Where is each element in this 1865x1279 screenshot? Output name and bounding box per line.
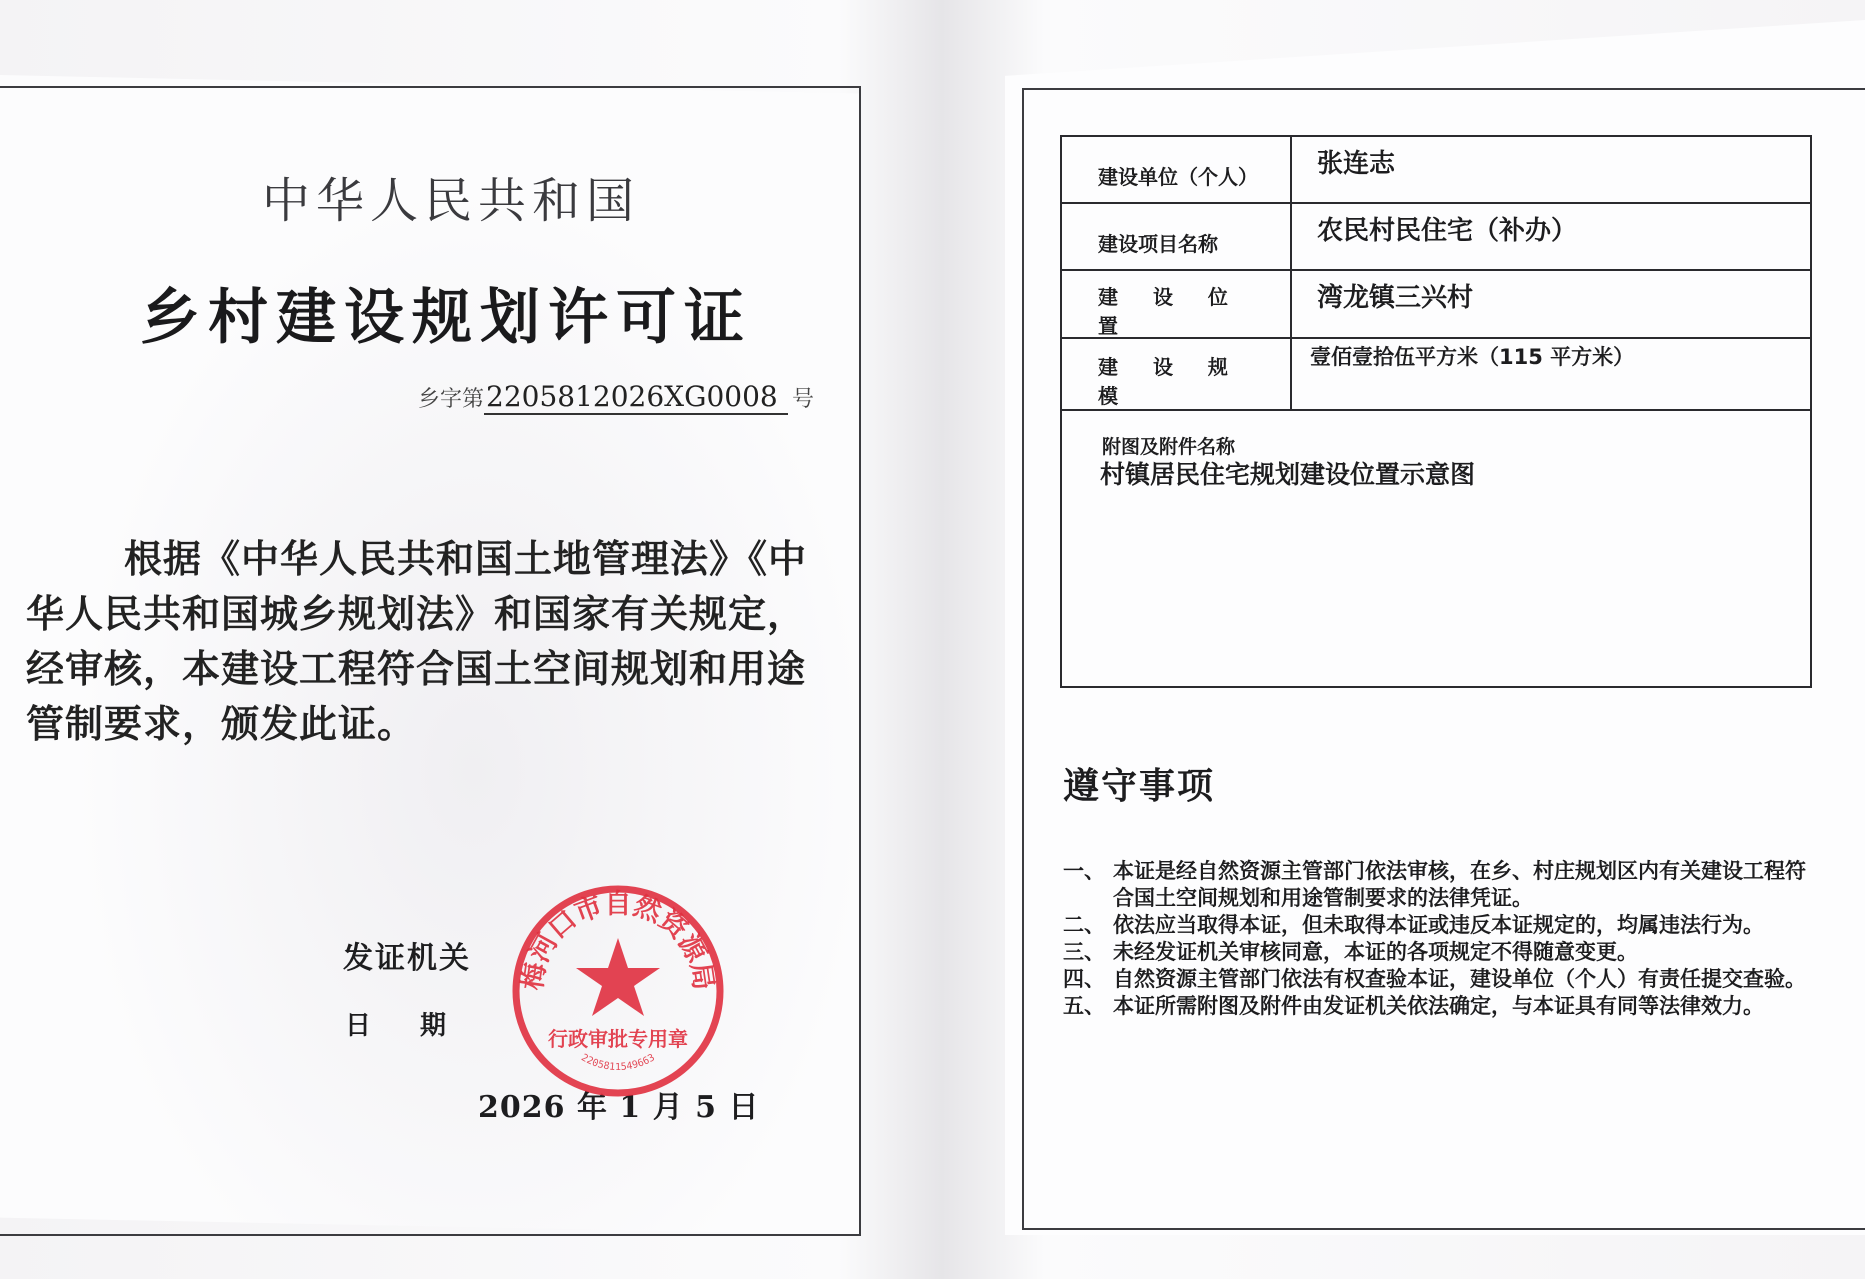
notes-title: 遵守事项 (1063, 766, 1216, 807)
table-row-label: 建设单位（个人） (1062, 137, 1292, 202)
attachments-value: 村镇居民住宅规划建设位置示意图 (1100, 460, 1476, 489)
seal-star-icon (576, 938, 660, 1016)
note-number: 五、 (1063, 994, 1105, 1018)
table-row (1062, 204, 1810, 271)
certificate-number: 2205812026XG0008 (484, 380, 788, 415)
list-item (1063, 993, 1818, 1020)
seal-code: 2205811549663 (579, 1052, 657, 1074)
list-item (1063, 912, 1818, 939)
note-text: 自然资源主管部门依法有权查验本证，建设单位（个人）有责任提交查验。 (1113, 967, 1806, 991)
list-item (1063, 966, 1818, 993)
number-suffix: 号 (792, 387, 815, 412)
seal-bottom-text: 行政审批专用章 (548, 1027, 688, 1051)
note-text: 依法应当取得本证，但未取得本证或违反本证规定的，均属违法行为。 (1113, 913, 1764, 937)
table-row (1062, 137, 1810, 204)
certificate-body-text: 根据《中华人民共和国土地管理法》《中华人民共和国城乡规划法》和国家有关规定，经审核，本建设工程符合国土空间规划和用途管制要求，颁发此证。 (26, 537, 808, 746)
attachments-label: 附图及附件名称 (1102, 436, 1236, 458)
table-row-label: 建设项目名称 (1062, 204, 1292, 269)
note-number: 一、 (1063, 859, 1105, 883)
date-label: 日 期 (345, 1011, 447, 1041)
issue-date: 2026 年 1 月 5 日 (478, 1090, 760, 1125)
note-number: 三、 (1063, 940, 1105, 964)
table-row-value: 湾龙镇三兴村 (1317, 283, 1474, 313)
table-row-value: 农民村民住宅（补办） (1317, 216, 1578, 246)
notes-list (1063, 858, 1818, 1020)
list-item (1063, 939, 1818, 966)
list-item (1063, 858, 1818, 912)
issuer-label: 发证机关 (343, 941, 471, 976)
note-text: 本证是经自然资源主管部门依法审核，在乡、村庄规划区内有关建设工程符合国土空间规划和用途管制要求的法律凭证。 (1113, 859, 1806, 910)
table-row (1062, 339, 1810, 411)
table-row (1062, 271, 1810, 339)
seal-top-text: 梅河口市自然资源局 (517, 888, 719, 993)
table-row-value: 壹佰壹拾伍平方米（115 平方米） (1310, 345, 1635, 369)
certificate-number-row (418, 380, 814, 415)
table-row-label: 建 设 位 置 (1062, 271, 1292, 337)
note-number: 二、 (1063, 913, 1105, 937)
permit-info-table (1060, 135, 1812, 688)
note-text: 未经发证机关审核同意，本证的各项规定不得随意变更。 (1113, 940, 1638, 964)
official-seal-icon (507, 880, 729, 1102)
note-text: 本证所需附图及附件由发证机关依法确定，与本证具有同等法律效力。 (1113, 994, 1764, 1018)
svg-text:2205811549663 (579, 1052, 657, 1073)
country-name: 中华人民共和国 (262, 173, 641, 229)
table-row-value: 张连志 (1317, 149, 1396, 179)
certificate-title: 乡村建设规划许可证 (140, 283, 752, 353)
number-prefix: 乡字第 (418, 387, 485, 412)
note-number: 四、 (1063, 967, 1105, 991)
table-row-label: 建 设 规 模 (1062, 339, 1292, 409)
